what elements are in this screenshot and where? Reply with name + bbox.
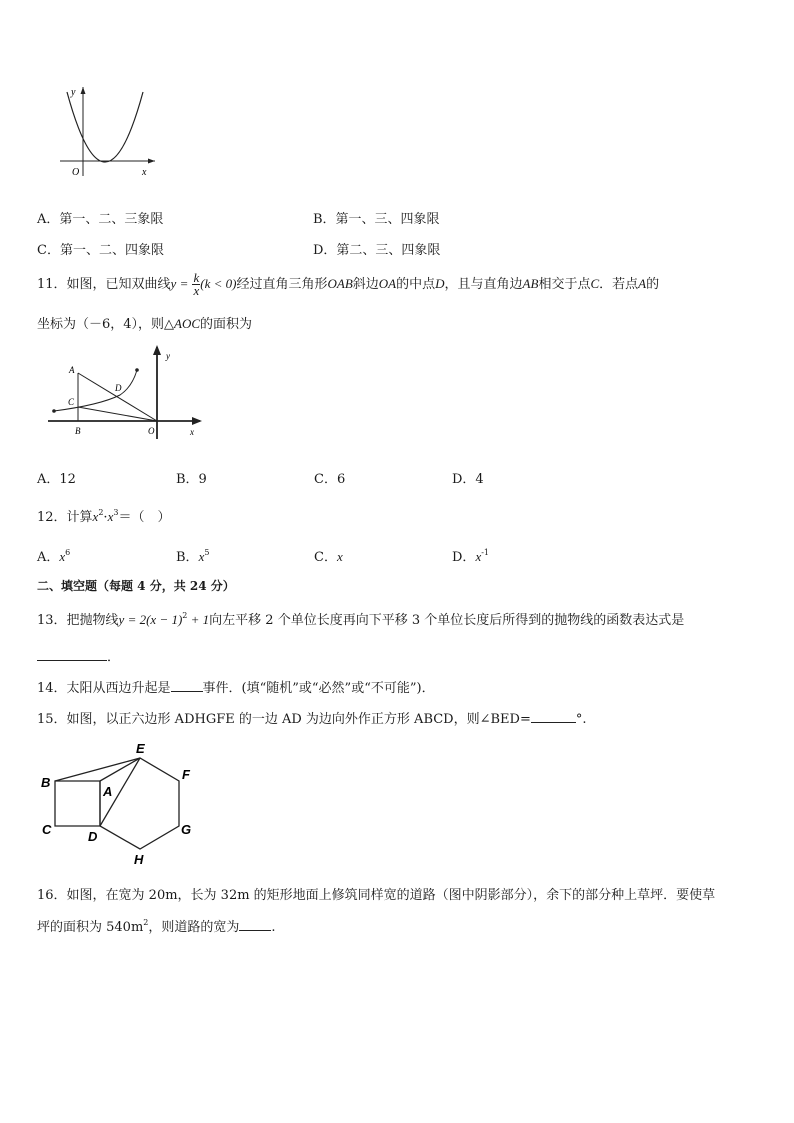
q14-stem: 14．太阳从西边升起是 事件．(填“随机”或“必然”或“不可能”)． <box>37 677 435 696</box>
label-d: D <box>115 383 122 393</box>
label-x: x <box>190 427 194 437</box>
y-axis-arrow <box>81 87 86 94</box>
label-g: G <box>181 822 192 837</box>
curve-endpoint-left <box>52 409 56 413</box>
label-e: E <box>136 741 145 756</box>
y-axis-label: y <box>71 87 76 98</box>
section-fill-in-title: 二、填空题（每题 4 分，共 24 分） <box>37 579 235 593</box>
label-c: C <box>68 397 75 407</box>
label-b: B <box>75 426 81 436</box>
q11-option-b[interactable]: B．9 <box>176 472 207 487</box>
q11-option-c[interactable]: C．6 <box>314 472 346 487</box>
q15-stem: 15．如图，以正六边形 ADHGFE 的一边 AD 为边向外作正方形 ABCD，则∠BED= °. <box>37 708 587 727</box>
q16-answer-blank[interactable] <box>239 917 271 931</box>
curve-endpoint-top <box>135 368 139 372</box>
label-y: y <box>166 351 170 361</box>
x-axis-label: x <box>142 167 147 178</box>
q13-answer-blank[interactable] <box>37 647 107 661</box>
k-over-x-fraction: $\frac{k}{x}$ <box>193 270 200 298</box>
q12-option-c[interactable]: C．x <box>314 549 343 565</box>
label-b: B <box>41 775 51 790</box>
q13-answer-line: ． <box>37 646 120 665</box>
q13-stem: 13．把抛物线$y = 2(x - 1)^2 + 1$向左平移 2 个单位长度再向下平移 3 个单位长度后所得到的抛物线的函数表达式是 <box>37 611 685 628</box>
square-abcd <box>55 781 100 826</box>
q11-hyperbola-figure <box>40 343 210 443</box>
q12-option-a[interactable]: A．$x^6$ <box>37 548 71 565</box>
q11-line2: 坐标为（－6，4），则△AOC的面积为 <box>37 316 253 332</box>
label-f: F <box>182 767 190 782</box>
y-axis-arrow <box>153 345 161 355</box>
parabola-curve <box>67 92 143 162</box>
hexagon-adhgfe <box>100 758 179 849</box>
q10-option-c[interactable]: C．第一、二、四象限 <box>37 243 164 258</box>
x-axis-arrow <box>148 159 155 164</box>
segment-be <box>55 758 140 781</box>
q14-answer-blank[interactable] <box>171 678 203 692</box>
q12-stem: 12．计算$x^2\cdot x^3=$（ ） <box>37 508 171 525</box>
label-o: O <box>148 426 155 436</box>
q16-line1: 16．如图，在宽为 20m，长为 32m 的矩形地面上修筑同样宽的道路（图中阴影部分），余下的部分种上草坪．要使草 <box>37 888 716 903</box>
q16-line2: 坪的面积为 $540m^2$，则道路的宽为 . <box>37 918 276 935</box>
q11-option-d[interactable]: D．4 <box>452 472 484 487</box>
q10-option-d[interactable]: D．第二、三、四象限 <box>313 243 441 258</box>
label-d: D <box>88 829 98 844</box>
q15-hexagon-square-figure <box>36 737 201 867</box>
label-a: A <box>69 365 75 375</box>
q12-option-b[interactable]: B．$x^5$ <box>176 548 210 565</box>
label-a: A <box>103 784 113 799</box>
q15-answer-blank[interactable] <box>531 709 576 723</box>
q12-option-d[interactable]: D．$x^{-1}$ <box>452 548 490 565</box>
q10-option-b[interactable]: B．第一、三、四象限 <box>313 212 440 227</box>
hyperbola-curve <box>54 370 137 411</box>
label-h: H <box>134 852 144 867</box>
origin-label: O <box>72 167 80 178</box>
x-axis-arrow <box>192 417 202 425</box>
q10-parabola-figure <box>55 84 165 179</box>
label-c: C <box>42 822 52 837</box>
q11-option-a[interactable]: A．12 <box>37 472 76 487</box>
q11-line1: 11．如图，已知双曲线y = $\frac{k}{x}$ (k < 0)经过直角三角形OAB斜边OA的中点D，且与直角边AB相交于点C．若点A的 <box>37 270 660 298</box>
q10-option-a[interactable]: A．第一、二、三象限 <box>37 212 164 227</box>
